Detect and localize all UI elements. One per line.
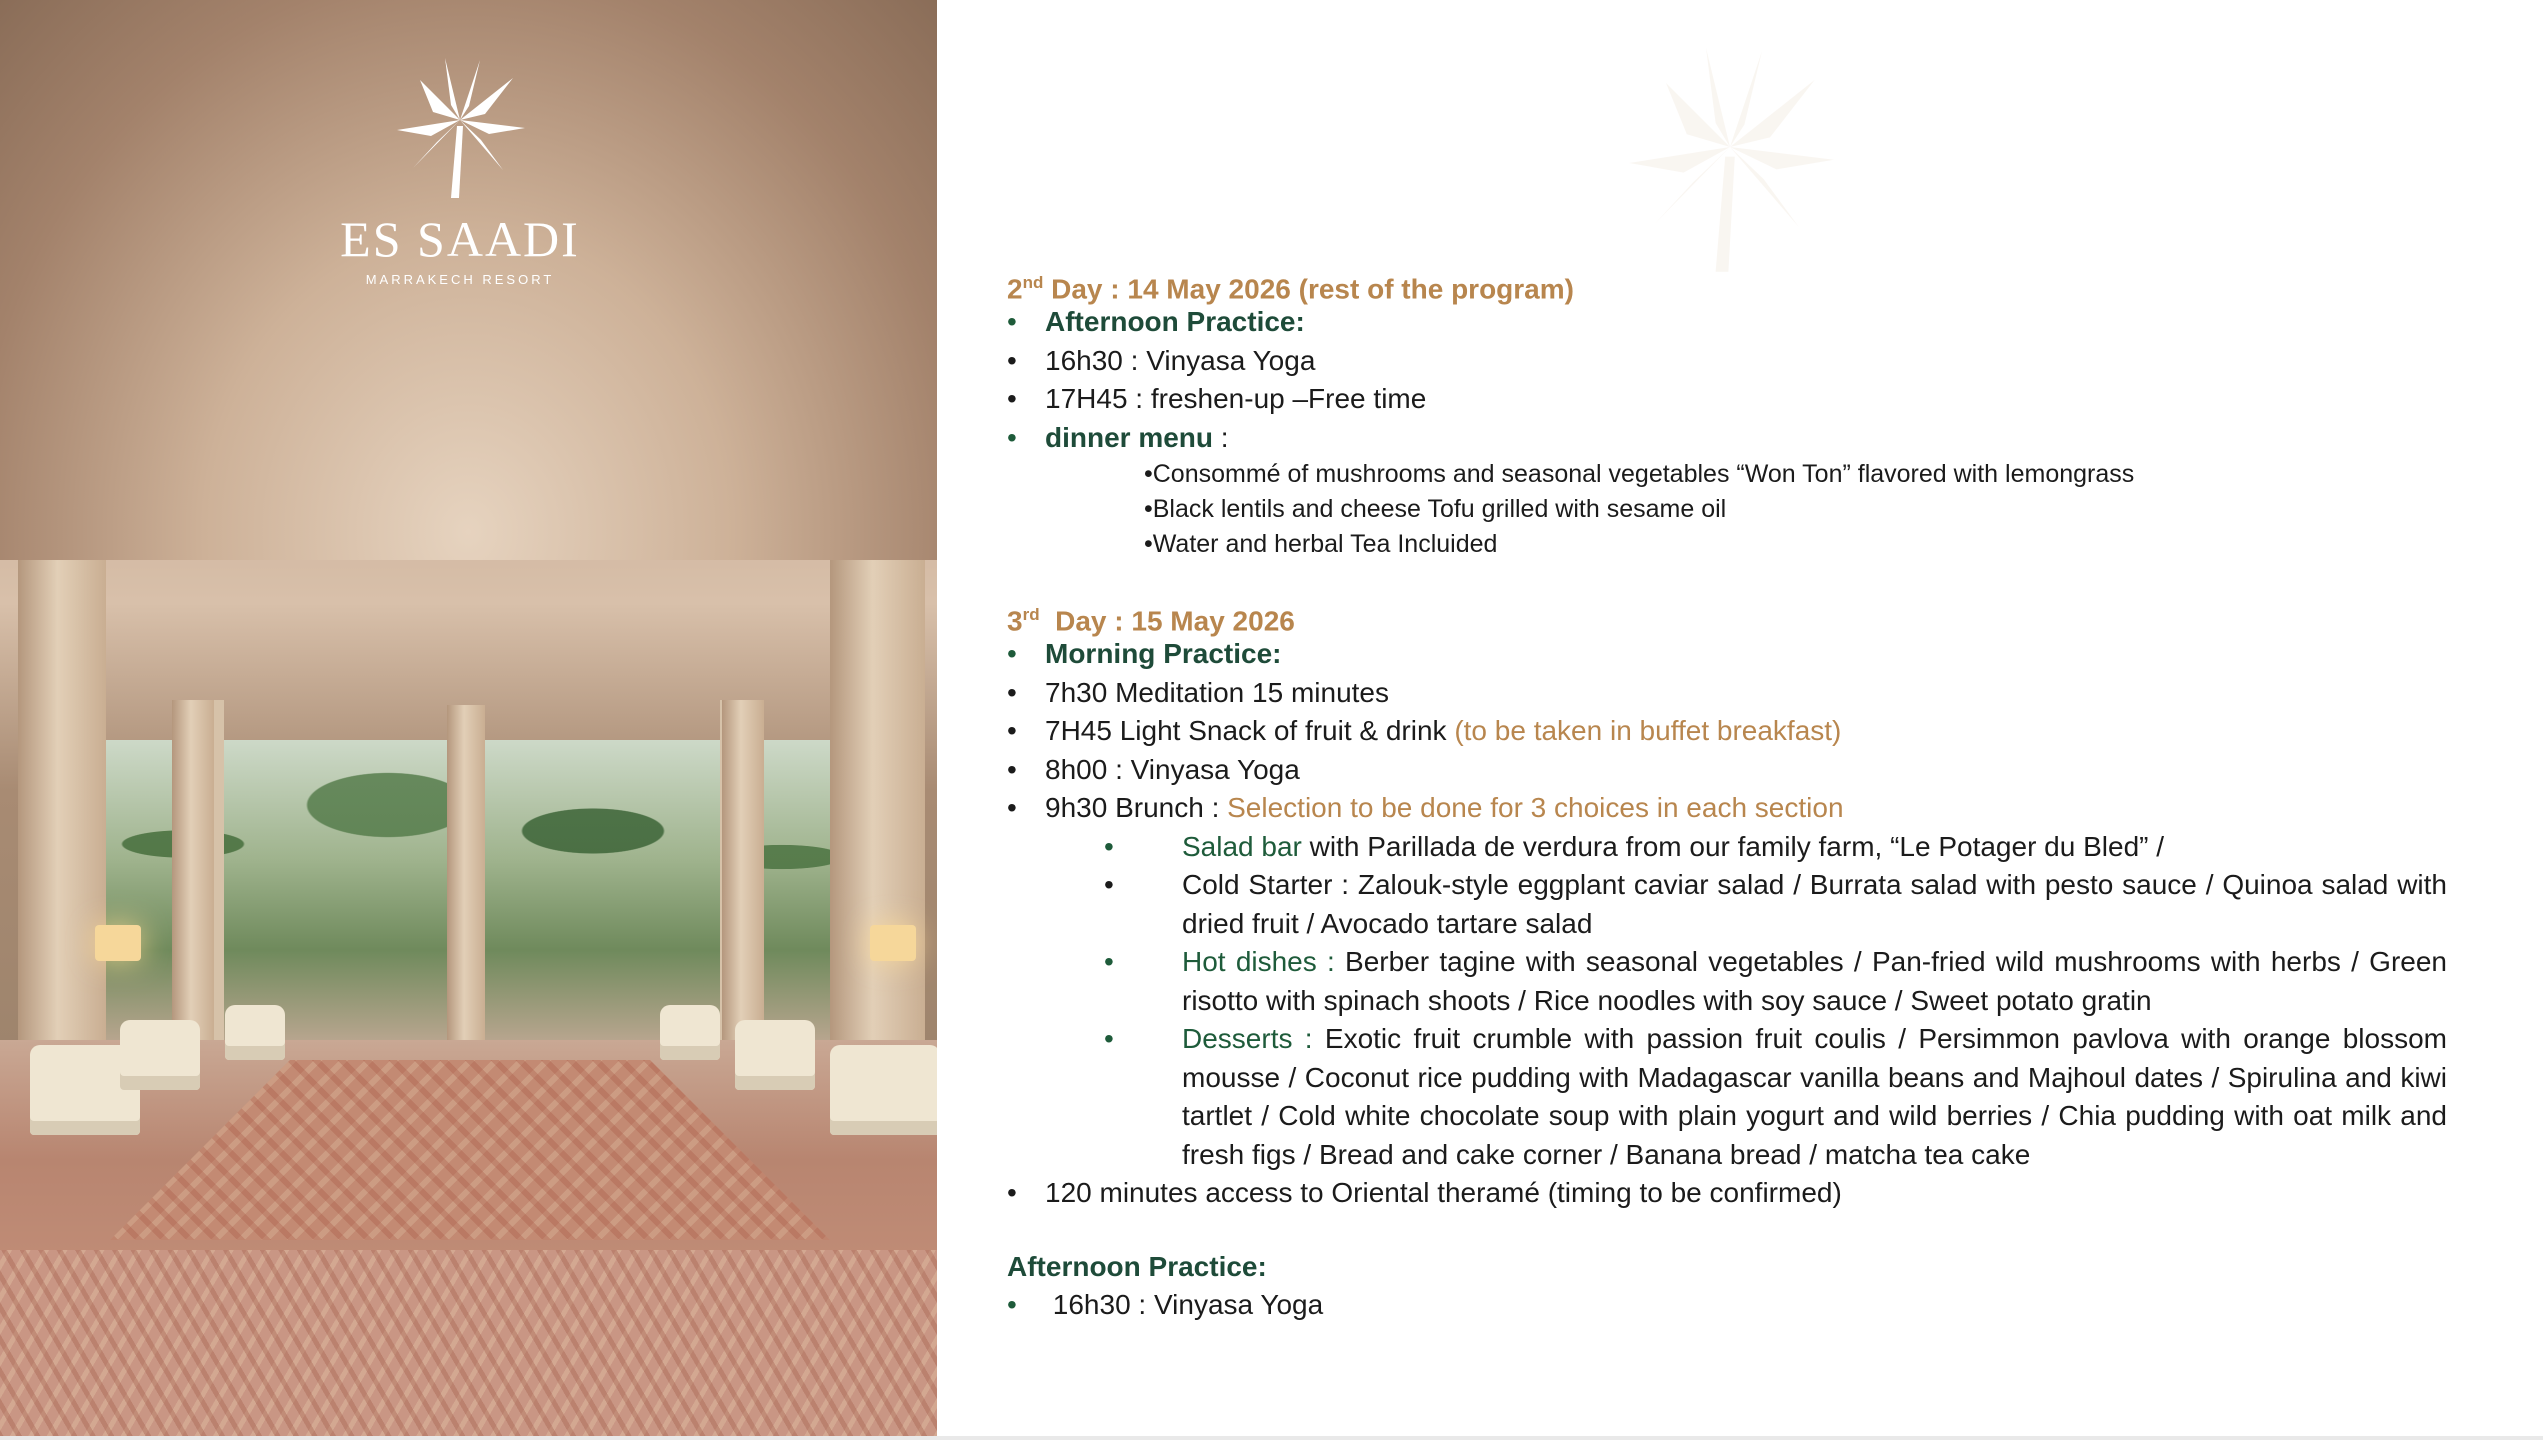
program-content	[1007, 263, 2447, 1324]
photo-chair	[830, 1045, 937, 1135]
spacer	[1007, 1213, 2447, 1248]
brunch-section	[1007, 866, 2447, 943]
brunch-section	[1007, 828, 2447, 867]
day3-number: 3	[1007, 605, 1023, 637]
list-item	[1007, 1286, 2447, 1325]
snack-note: (to be taken in buffet breakfast)	[1454, 715, 1842, 746]
desserts-label: Desserts :	[1182, 1023, 1313, 1054]
dinner-menu-label: dinner menu	[1045, 421, 1214, 453]
salad-bar-label: Salad bar	[1182, 830, 1302, 862]
bottom-divider	[0, 1436, 2543, 1440]
list-item	[1007, 751, 2447, 790]
day3-ordinal: rd	[1022, 605, 1040, 624]
day2-date: Day : 14 May 2026 (rest of the program)	[1043, 273, 1574, 305]
day2-ordinal: nd	[1022, 273, 1044, 292]
resort-logo	[330, 50, 590, 287]
hot-dishes-text: Berber tagine with seasonal vegetables / Pan-fried wild mushrooms with herbs / Green risotto with spinach shoots / Rice noodles with soy sauce / Sweet potato gratin	[1182, 946, 2447, 1016]
list-item	[1007, 419, 2447, 458]
photo-lamp	[870, 925, 916, 961]
list-item	[1007, 789, 2447, 828]
list-item	[1007, 674, 2447, 713]
photo-rug-front	[0, 1250, 937, 1436]
day2-number: 2	[1007, 273, 1023, 305]
photo-chair	[120, 1020, 200, 1090]
list-item-text: 17H45 : freshen-up –Free time	[1045, 383, 1427, 414]
list-item-text: 16h30 : Vinyasa Yoga	[1045, 344, 1316, 376]
list-item	[1007, 1174, 2447, 1213]
list-item	[1007, 342, 2447, 381]
list-item	[1007, 303, 2447, 342]
menu-item: •Black lentils and cheese Tofu grilled with sesame oil	[1144, 495, 1727, 523]
morning-practice-label: Morning Practice:	[1045, 638, 1282, 669]
cold-starter-text: • Cold Starter : Zalouk-style eggplant caviar salad / Burrata salad with pesto sauce / Quinoa salad with dried fruit / Avocado tartare salad	[1182, 869, 2447, 939]
list-item	[1007, 635, 2447, 674]
photo-pillar	[447, 705, 485, 1065]
photo-chair	[225, 1005, 285, 1060]
list-item-text: 9h30 Brunch :	[1045, 792, 1228, 823]
day2-heading	[1007, 263, 2447, 303]
palm-watermark-icon	[1600, 35, 1860, 275]
salad-bar-text: with Parillada de verdura from our family farm, “Le Potager du Bled” /	[1301, 830, 2165, 862]
afternoon-practice-label: Afternoon Practice:	[1045, 306, 1305, 337]
afternoon-list	[1007, 1286, 2447, 1325]
list-item	[1007, 380, 2447, 419]
spacer	[1007, 562, 2447, 595]
photo-chair	[660, 1005, 720, 1060]
brand-subtitle: MARRAKECH RESORT	[365, 272, 555, 287]
dinner-menu-colon: :	[1213, 421, 1229, 453]
menu-item: •Water and herbal Tea Incluided	[1144, 530, 1498, 558]
photo-chair	[735, 1020, 815, 1090]
list-item-text: 16h30 : Vinyasa Yoga	[1045, 1288, 1324, 1320]
palm-logo-icon	[385, 50, 535, 200]
brunch-note: Selection to be done for 3 choices in each section	[1227, 792, 1844, 823]
list-item-text: 8h00 : Vinyasa Yoga	[1045, 753, 1300, 785]
menu-item: •Consommé of mushrooms and seasonal vegetables “Won Ton” flavored with lemongrass	[1144, 460, 2135, 488]
desserts-text: Exotic fruit crumble with passion fruit coulis / Persimmon pavlova with orange blossom mousse / Coconut rice pudding with Madagascar vanilla beans and Majhoul dates / Spirulina and kiwi tartlet / Cold white chocolate soup with plain yogurt and wild berries / Chia pudding with oat milk and fresh figs / Bread and cake corner / Banana bread / matcha tea cake	[1182, 1023, 2447, 1170]
brand-name: ES SAADI	[340, 211, 580, 267]
dinner-menu-items	[1007, 457, 2447, 562]
list-item-text: 7h30 Meditation 15 minutes	[1045, 676, 1389, 708]
day2-list	[1007, 303, 2447, 457]
day3-list	[1007, 635, 2447, 1213]
list-item	[1007, 712, 2447, 751]
brunch-section	[1007, 943, 2447, 1020]
photo-lamp	[95, 925, 141, 961]
afternoon-practice-heading: Afternoon Practice:	[1007, 1250, 1267, 1282]
day3-heading	[1007, 595, 2447, 635]
brunch-section	[1007, 1020, 2447, 1174]
list-item-text: 120 minutes access to Oriental theramé (timing to be confirmed)	[1045, 1177, 1842, 1208]
lobby-photo	[0, 0, 937, 1436]
hot-dishes-label: Hot dishes :	[1182, 946, 1335, 977]
list-item-text: 7H45 Light Snack of fruit & drink	[1045, 715, 1455, 746]
day3-date: Day : 15 May 2026	[1039, 605, 1295, 637]
